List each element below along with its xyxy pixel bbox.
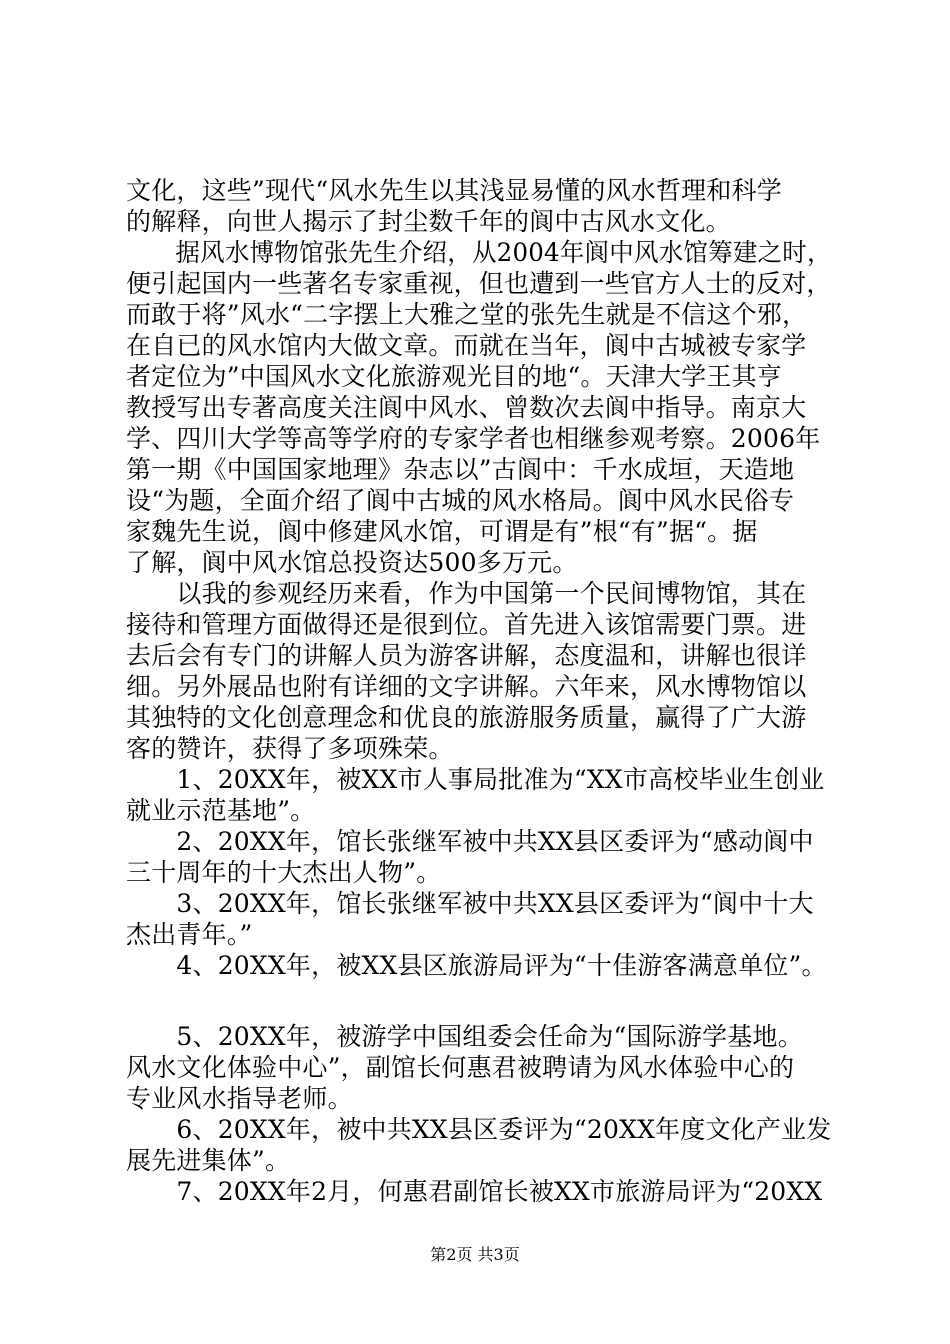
text-line: 其独特的文化创意理念和优良的旅游服务质量，赢得了广大游 xyxy=(126,703,807,732)
text-line: 杰出青年。” xyxy=(126,920,253,949)
page-footer: 第2页 共3页 xyxy=(430,1245,520,1264)
text-line: 1、20XX年，被XX市人事局批准为“XX市高校毕业生创业 xyxy=(126,765,825,794)
text-line: 展先进集体”。 xyxy=(126,1146,291,1175)
text-line: 教授写出专著高度关注阆中风水、曾数次去阆中指导。南京大 xyxy=(126,393,807,422)
text-line: 4、20XX年，被XX县区旅游局评为“十佳游客满意单位”。 xyxy=(126,951,827,980)
text-line: 以我的参观经历来看，作为中国第一个民间博物馆，其在 xyxy=(126,579,807,608)
text-line: 专业风水指导老师。 xyxy=(126,1084,353,1113)
text-line: 6、20XX年，被中共XX县区委评为“20XX年度文化产业发 xyxy=(126,1115,832,1144)
text-line: 3、20XX年，馆长张继军被中共XX县区委评为“阆中十大 xyxy=(126,889,814,918)
text-line: 的解释，向世人揭示了封尘数千年的阆中古风水文化。 xyxy=(126,207,731,236)
text-line: 就业示范基地”。 xyxy=(126,796,316,825)
text-line: 设“为题，全面介绍了阆中古城的风水格局。阆中风水民俗专 xyxy=(126,486,795,515)
text-line: 文化，这些”现代“风水先生以其浅显易懂的风水哲理和科学 xyxy=(126,176,782,205)
text-line: 第一期《中国国家地理》杂志以”古阆中：千水成垣，天造地 xyxy=(126,455,795,484)
text-line: 细。另外展品也附有详细的文字讲解。六年来，风水博物馆以 xyxy=(126,672,807,701)
text-line: 7、20XX年2月，何惠君副馆长被XX市旅游局评为“20XX xyxy=(126,1177,823,1206)
text-line: 接待和管理方面做得还是很到位。首先进入该馆需要门票。进 xyxy=(126,610,807,639)
text-line: 客的赞许，获得了多项殊荣。 xyxy=(126,734,454,763)
text-line: 而敢于将”风水“二字摆上大雅之堂的张先生就是不信这个邪， xyxy=(126,300,808,329)
text-line: 在自已的风水馆内大做文章。而就在当年，阆中古城被专家学 xyxy=(126,331,807,360)
text-line: 学、四川大学等高等学府的专家学者也相继参观考察。2006年 xyxy=(126,424,821,453)
text-line: 2、20XX年，馆长张继军被中共XX县区委评为“感动阆中 xyxy=(126,827,814,856)
text-line: 三十周年的十大杰出人物”。 xyxy=(126,858,442,887)
text-line: 便引起国内一些著名专家重视，但也遭到一些官方人士的反对， xyxy=(126,269,832,298)
text-line: 了解，阆中风水馆总投资达500多万元。 xyxy=(126,548,578,577)
text-line: 家魏先生说，阆中修建风水馆，可谓是有”根“有”据“。据 xyxy=(126,517,758,546)
text-line: 5、20XX年，被游学中国组委会任命为“国际游学基地。 xyxy=(126,1022,803,1051)
text-line: 去后会有专门的讲解人员为游客讲解，态度温和，讲解也很详 xyxy=(126,641,807,670)
text-line: 者定位为”中国风水文化旅游观光目的地“。天津大学王其亨 xyxy=(126,362,782,391)
text-line: 风水文化体验中心”，副馆长何惠君被聘请为风水体验中心的 xyxy=(126,1053,795,1082)
text-line: 据风水博物馆张先生介绍，从2004年阆中风水馆筹建之时， xyxy=(126,238,832,267)
